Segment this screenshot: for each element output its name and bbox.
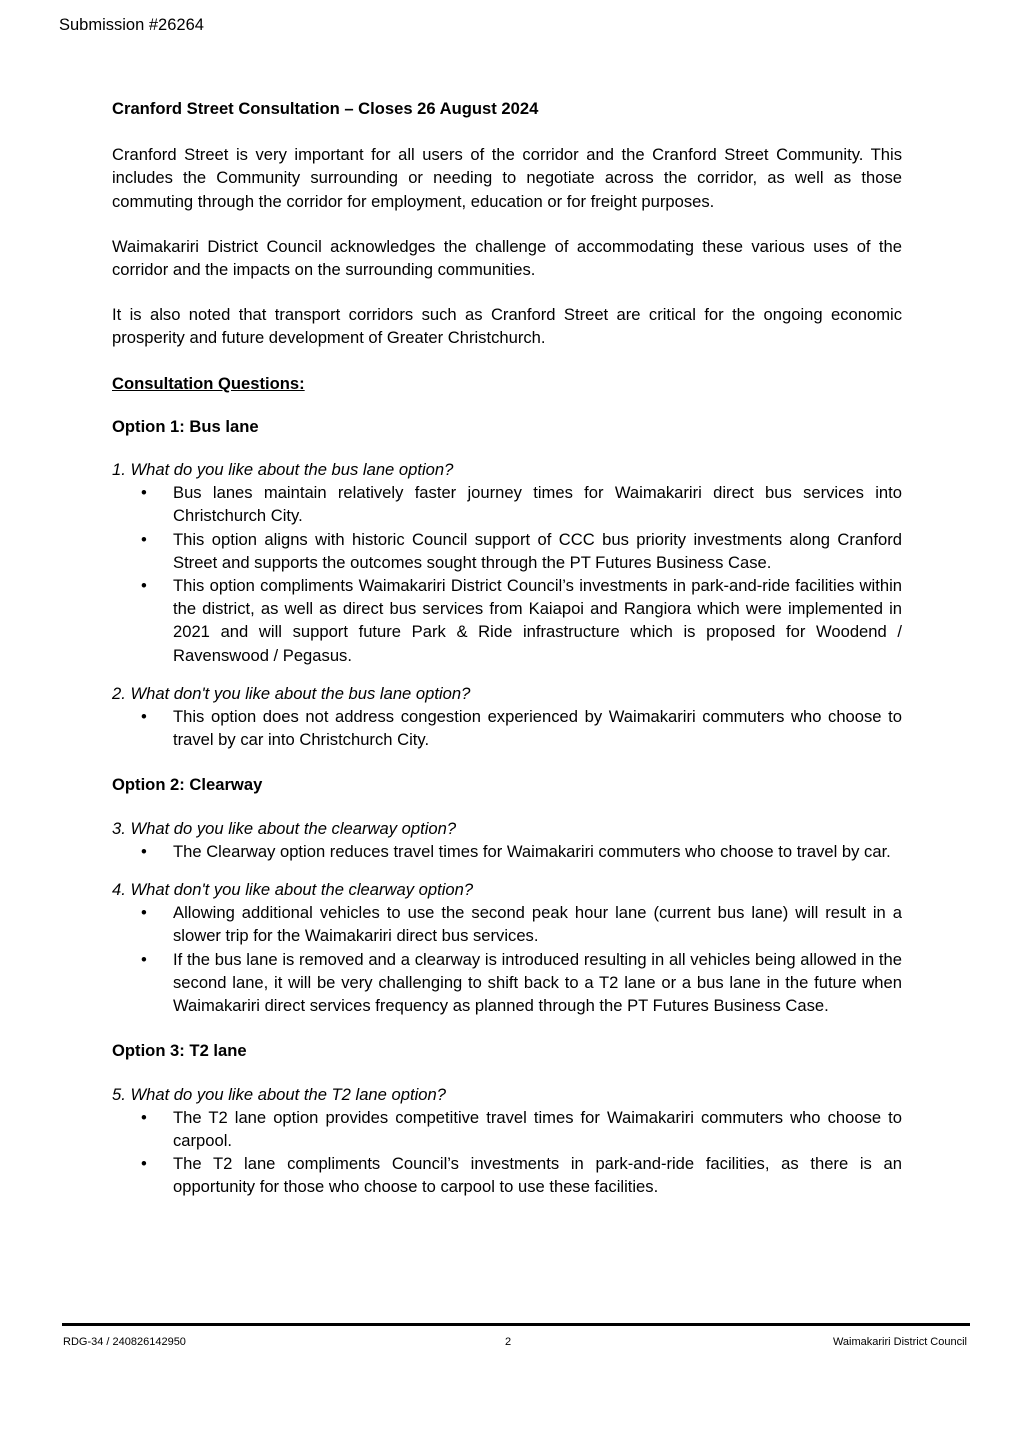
- bullet-text: Allowing additional vehicles to use the second peak hour lane (current bus lane) will result in a slower trip for the Waimakariri direct bus services.: [173, 903, 902, 946]
- bullet-item: [112, 948, 902, 1018]
- bullet-icon: •: [141, 1107, 147, 1127]
- bullet-item: [112, 901, 902, 947]
- option-heading: Option 2: Clearway: [112, 775, 263, 795]
- bullet-item: [112, 1152, 902, 1198]
- bullet-item: [112, 1106, 902, 1152]
- option-heading: Option 1: Bus lane: [112, 416, 259, 436]
- bullet-icon: •: [141, 1154, 147, 1174]
- bullet-list: [112, 840, 902, 863]
- footer-divider: [62, 1323, 970, 1326]
- bullet-item: [112, 705, 902, 751]
- intro-paragraph: Cranford Street is very important for all users of the corridor and the Cranford Street Community. This includes the Community surrounding or needing to negotiate across the corridor, as well as those commuting through the corridor for employment, education or for freight purposes.: [112, 145, 902, 211]
- bullet-list: [112, 705, 902, 751]
- question: 4. What don't you like about the clearway option?: [112, 880, 474, 900]
- question: 2. What don't you like about the bus lane option?: [112, 683, 471, 703]
- bullet-text: The T2 lane option provides competitive travel times for Waimakariri commuters who choose to carpool.: [173, 1107, 902, 1150]
- document-body: [112, 97, 902, 1214]
- bullet-list: [112, 481, 902, 667]
- page-number: 2: [505, 1336, 512, 1348]
- option-heading: Option 3: T2 lane: [112, 1041, 247, 1061]
- footer-reference: RDG-34 / 240826142950: [63, 1336, 186, 1348]
- bullet-text: This option aligns with historic Council support of CCC bus priority investments along Cranford Street and supports the outcomes sought through the PT Futures Business Case.: [173, 529, 902, 572]
- bullet-item: [112, 840, 902, 863]
- bullet-text: This option compliments Waimakariri District Council’s investments in park-and-ride facilities within the district, as well as direct bus services from Kaiapoi and Rangiora which were implemented in 2021 and will support future Park & Ride infrastructure which is proposed for Woodend / Ravenswood / Pegasus.: [173, 576, 902, 665]
- footer-organisation: Waimakariri District Council: [832, 1336, 967, 1348]
- bullet-text: This option does not address congestion experienced by Waimakariri commuters who choose to travel by car into Christchurch City.: [173, 707, 902, 750]
- question: 1. What do you like about the bus lane option?: [112, 460, 454, 480]
- question: 5. What do you like about the T2 lane option?: [112, 1084, 446, 1104]
- bullet-item: [112, 574, 902, 667]
- bullet-item: [112, 481, 902, 527]
- document-title: Cranford Street Consultation – Closes 26 August 2024: [112, 99, 539, 118]
- submission-id: Submission #26264: [59, 16, 204, 34]
- bullet-icon: •: [141, 841, 147, 861]
- bullet-list: [112, 1106, 902, 1199]
- bullet-icon: •: [141, 483, 147, 503]
- bullet-list: [112, 901, 902, 1017]
- bullet-icon: •: [141, 903, 147, 923]
- bullet-icon: •: [141, 529, 147, 549]
- bullet-text: If the bus lane is removed and a clearway is introduced resulting in all vehicles being allowed in the second lane, it will be very challenging to shift back to a T2 lane or a bus lane in the future when Waimakariri direct services frequency as planned through the PT Futures Business Case.: [173, 949, 902, 1016]
- intro-paragraph: Waimakariri District Council acknowledges the challenge of accommodating these various uses of the corridor and the impacts on the surrounding communities.: [112, 236, 902, 280]
- bullet-text: The T2 lane compliments Council’s investments in park-and-ride facilities, as there is an opportunity for those who choose to carpool to use these facilities.: [173, 1154, 902, 1197]
- questions-heading: Consultation Questions:: [112, 373, 305, 393]
- bullet-text: The Clearway option reduces travel times for Waimakariri commuters who choose to travel by car.: [173, 841, 891, 861]
- question: 3. What do you like about the clearway option?: [112, 818, 457, 838]
- bullet-icon: •: [141, 707, 147, 727]
- bullet-item: [112, 528, 902, 574]
- bullet-icon: •: [141, 949, 147, 969]
- bullet-text: Bus lanes maintain relatively faster journey times for Waimakariri direct bus services into Christchurch City.: [173, 483, 902, 526]
- bullet-icon: •: [141, 576, 147, 596]
- intro-paragraph: It is also noted that transport corridors such as Cranford Street are critical for the ongoing economic prosperity and future development of Greater Christchurch.: [112, 305, 902, 348]
